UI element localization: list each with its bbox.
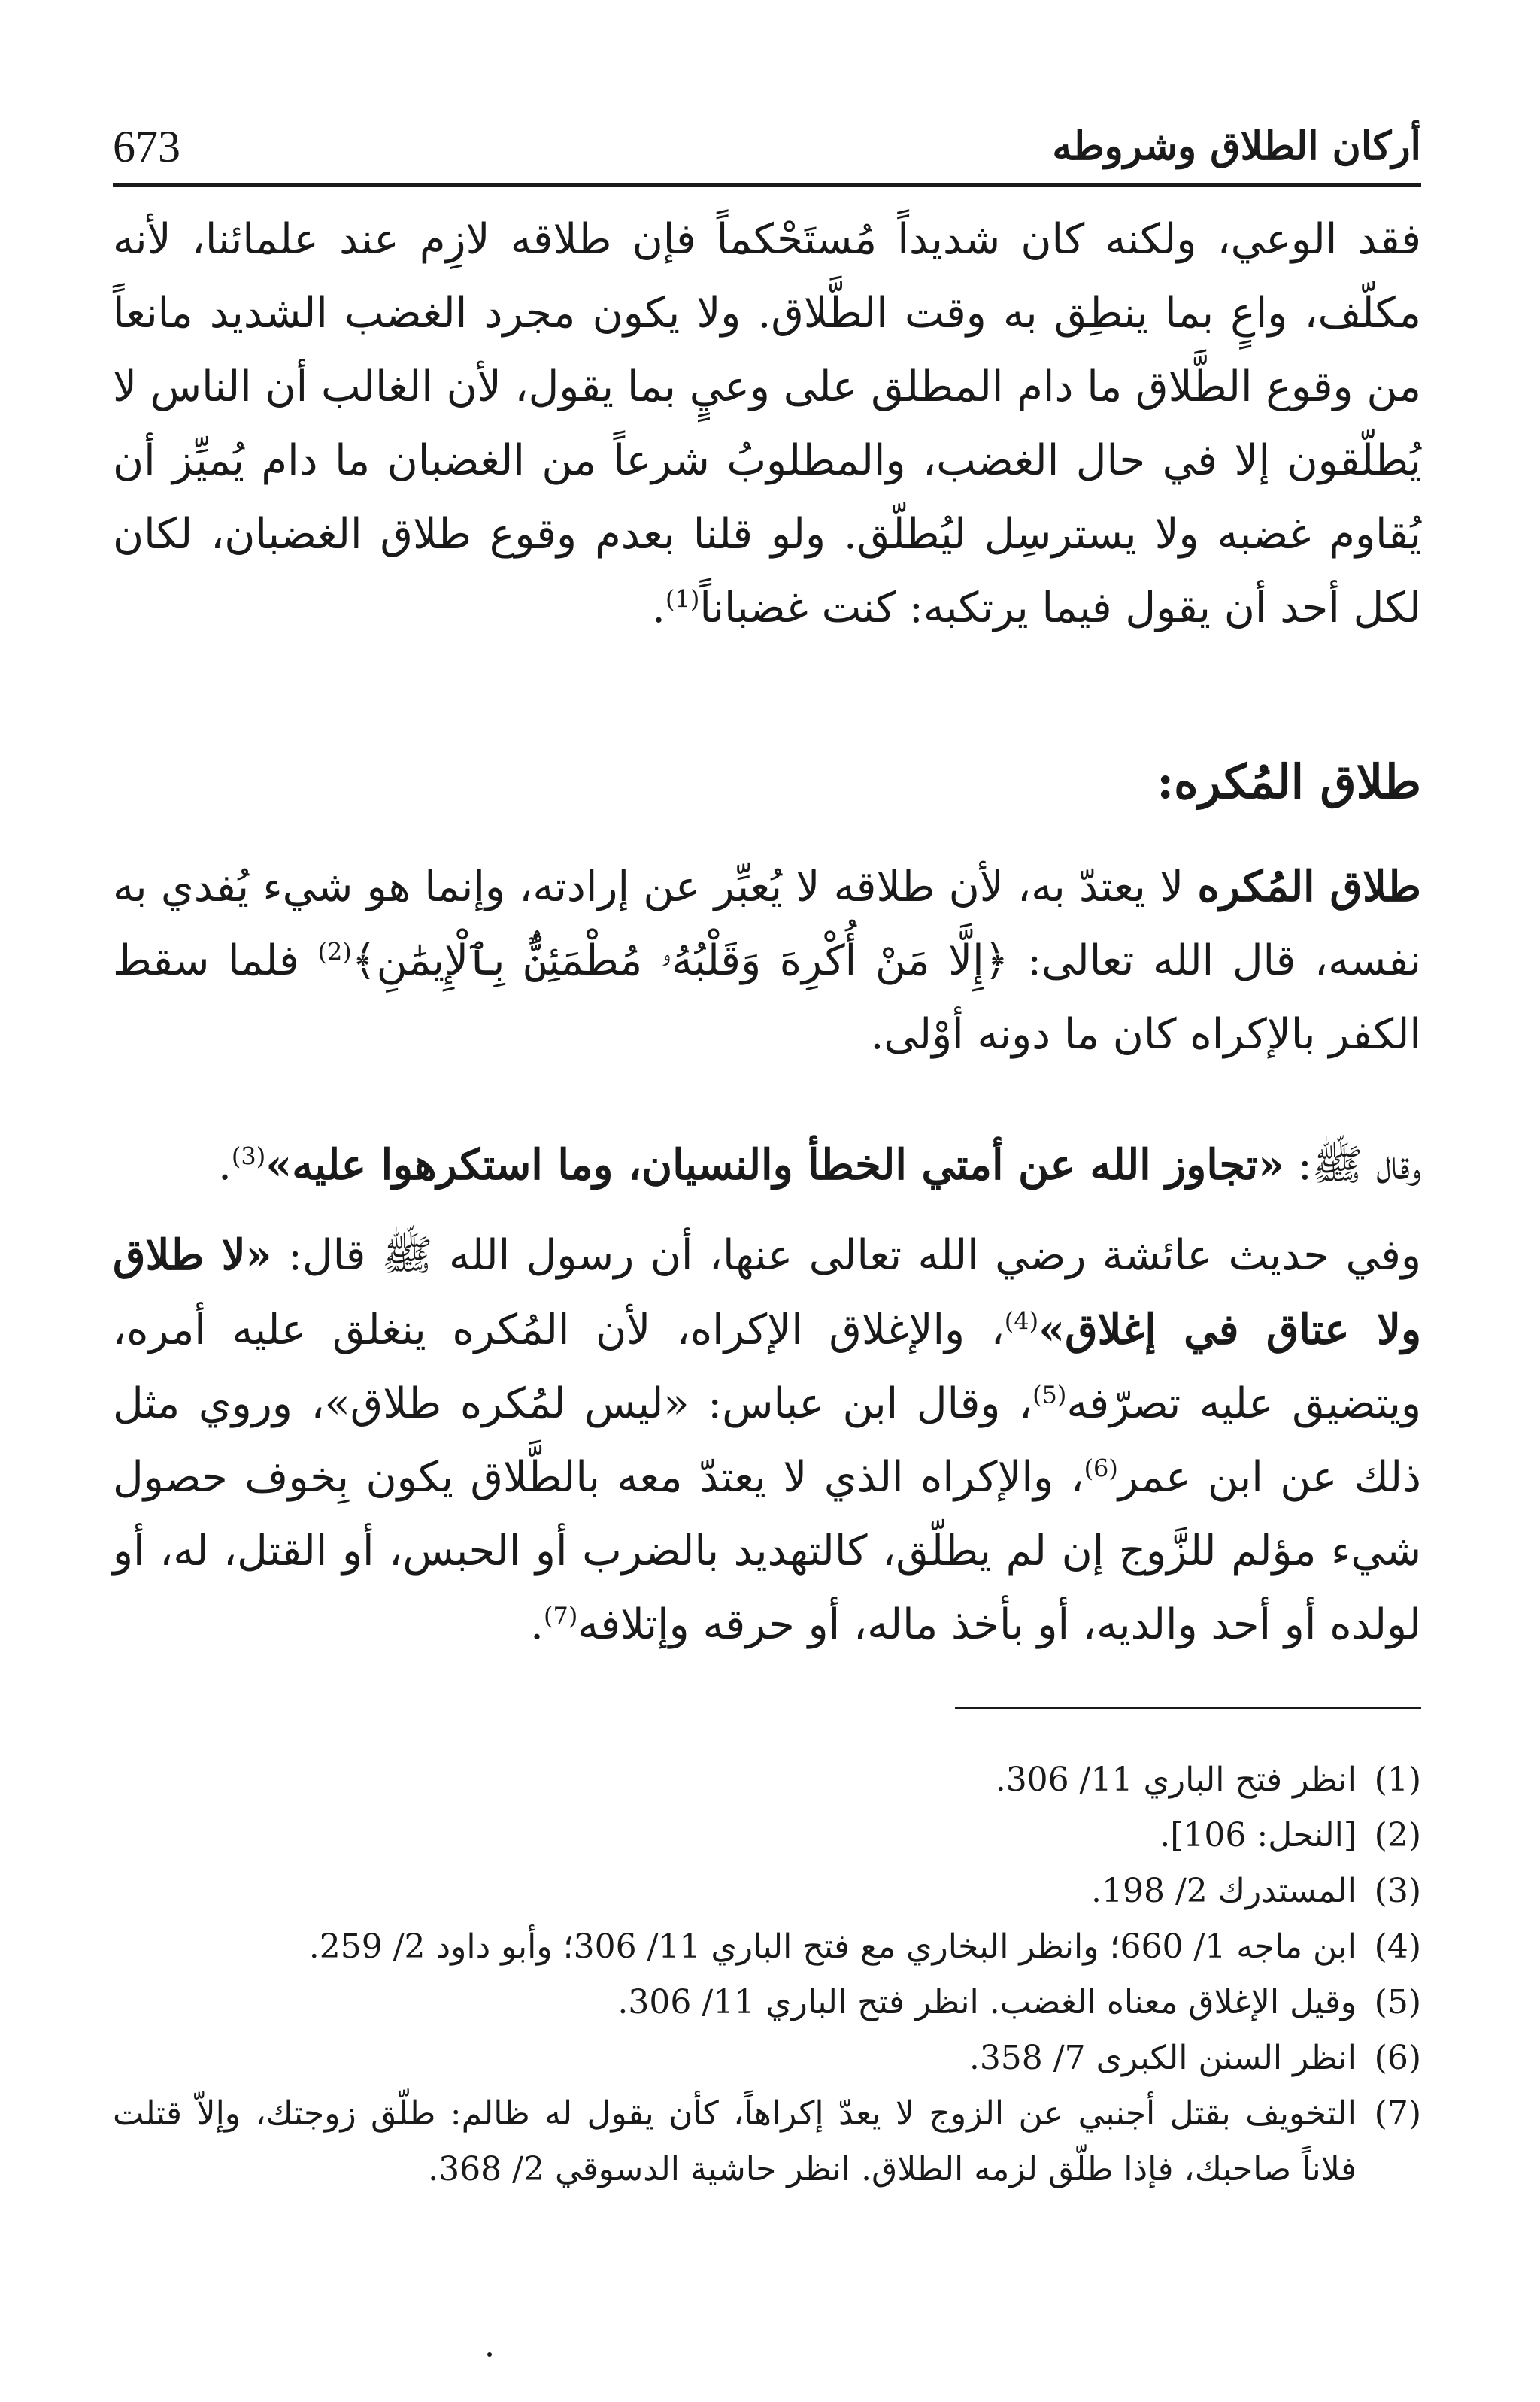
footnote-text: وقيل الإغلاق معناه الغضب. انظر فتح الباري 11/ 306.: [617, 1983, 1357, 2021]
footnote-ref-6: (6): [1084, 1454, 1118, 1483]
quran-verse: ﴿إِلَّا مَنْ أُكْرِهَ وَقَلْبُهُۥ مُطْمَئِنٌّۢ بِٱلْإِيمَٰنِ﴾: [351, 936, 1009, 985]
footnote-text: انظر فتح الباري 11/ 306.: [995, 1761, 1357, 1799]
paragraph-text: لا يعتدّ به، لأن طلاقه لا يُعبِّر عن إرادته، وإنما هو شيء يُفدي به نفسه، قال الله تعالى:: [113, 863, 1421, 985]
footnote-ref-5: (5): [1032, 1380, 1067, 1409]
footnote-item: [113, 1975, 1421, 2030]
paragraph-text: ، وقال ابن عباس: «ليس لمُكره طلاق»، وروي مثل ذلك عن ابن عمر: [113, 1379, 1421, 1502]
paragraph-text: ، والإكراه الذي لا يعتدّ معه بالطَّلاق يكون بِخوف حصول شيء مؤلم للزَّوج إن لم يطلّق، كالتهديد بالضرب أو الحبس، أو القتل، له، أو لولده أو أحد والديه، أو بأخذ ماله، أو حرقه وإتلافه: [113, 1453, 1421, 1649]
footnote-separator: [955, 1707, 1421, 1709]
page-header: [113, 113, 1421, 180]
footnote-item: [113, 1752, 1421, 1808]
paragraph-aisha-hadith: [113, 1218, 1421, 1662]
footnote-number: (1): [1374, 1761, 1421, 1799]
paragraph-intro: وفي حديث عائشة رضي الله تعالى عنها، أن رسول الله ﷺ قال:: [271, 1231, 1421, 1280]
page-number: 673: [113, 122, 180, 171]
footnote-number: (7): [1374, 2094, 1421, 2133]
paragraph-lead: وقال ﷺ:: [1284, 1141, 1421, 1190]
footnote-item: [113, 1919, 1421, 1975]
footnote-text: المستدرك 2/ 198.: [1091, 1872, 1357, 1910]
footnote-text: انظر السنن الكبرى 7/ 358.: [969, 2039, 1357, 2077]
footnote-item: [113, 1808, 1421, 1864]
paragraph-end: .: [652, 584, 665, 632]
section-heading: طلاق المُكره:: [1157, 754, 1421, 809]
footnote-ref-7: (7): [543, 1601, 578, 1630]
footnote-item: [113, 1864, 1421, 1919]
paragraph-hadith-forgiveness: [113, 1128, 1421, 1203]
footnote-ref-4: (4): [1004, 1306, 1039, 1336]
footnote-ref-2: (2): [317, 937, 352, 966]
print-speck: [487, 2352, 492, 2357]
footnote-text: [النحل: 106].: [1160, 1816, 1357, 1855]
footnote-number: (5): [1374, 1983, 1421, 2021]
paragraph-coerced-divorce: [113, 850, 1421, 1072]
paragraph-anger-divorce: [113, 203, 1421, 645]
footnote-item: [113, 2030, 1421, 2086]
footnote-number: (3): [1374, 1872, 1421, 1910]
footnote-ref-3: (3): [231, 1142, 266, 1171]
paragraph-after: فلما سقط الكفر بالإكراه كان ما دونه أوْلى.: [113, 936, 1421, 1059]
paragraph-text: فقد الوعي، ولكنه كان شديداً مُستَحْكماً فإن طلاقه لازِم عند علمائنا، لأنه مكلّف، واعٍ بما ينطِق به وقت الطَّلاق. ولا يكون مجرد الغضب الشديد مانعاً من وقوع الطَّلاق ما دام المطلق على وعيٍ بما يقول، لأن الغالب أن الناس لا يُطلّقون إلا في حال الغضب، والمطلوبُ شرعاً من الغضبان ما دام يُميِّز أن يُقاوم غضبه ولا يسترسِل ليُطلّق. ولو قلنا بعدم وقوع طلاق الغضبان، لكان لكل أحد أن يقول فيما يرتكبه: كنت غضباناً: [113, 215, 1422, 632]
header-rule: [113, 183, 1421, 187]
paragraph-end: .: [218, 1141, 232, 1190]
footnote-number: (2): [1374, 1816, 1421, 1855]
footnote-number: (6): [1374, 2039, 1421, 2077]
footnote-number: (4): [1374, 1927, 1421, 1966]
hadith-quote: «تجاوز الله عن أمتي الخطأ والنسيان، وما استكرهوا عليه»: [265, 1140, 1285, 1190]
footnotes-list: [113, 1752, 1421, 2197]
footnote-ref-1: (1): [665, 584, 700, 614]
paragraph-text: ، والإغلاق الإكراه، لأن المُكره ينغلق عليه أمره، ويتضيق عليه تصرّفه: [113, 1306, 1421, 1428]
footnote-text: ابن ماجه 1/ 660؛ وانظر البخاري مع فتح الباري 11/ 306؛ وأبو داود 2/ 259.: [308, 1927, 1357, 1966]
footnote-text: التخويف بقتل أجنبي عن الزوج لا يعدّ إكراهاً، كأن يقول له ظالم: طلّق زوجتك، وإلاّ قتلت فلاناً صاحبك، فإذا طلّق لزمه الطلاق. انظر حاشية الدسوقي 2/ 368.: [113, 2094, 1357, 2188]
hadith-quote: «لا طلاق ولا عتاق في إغلاق»: [113, 1230, 1421, 1354]
running-title: أركان الطلاق وشروطه: [1052, 123, 1421, 169]
paragraph-end: .: [530, 1600, 544, 1649]
paragraph-lead: طلاق المُكره: [1197, 862, 1421, 911]
footnote-item: [113, 2086, 1421, 2197]
